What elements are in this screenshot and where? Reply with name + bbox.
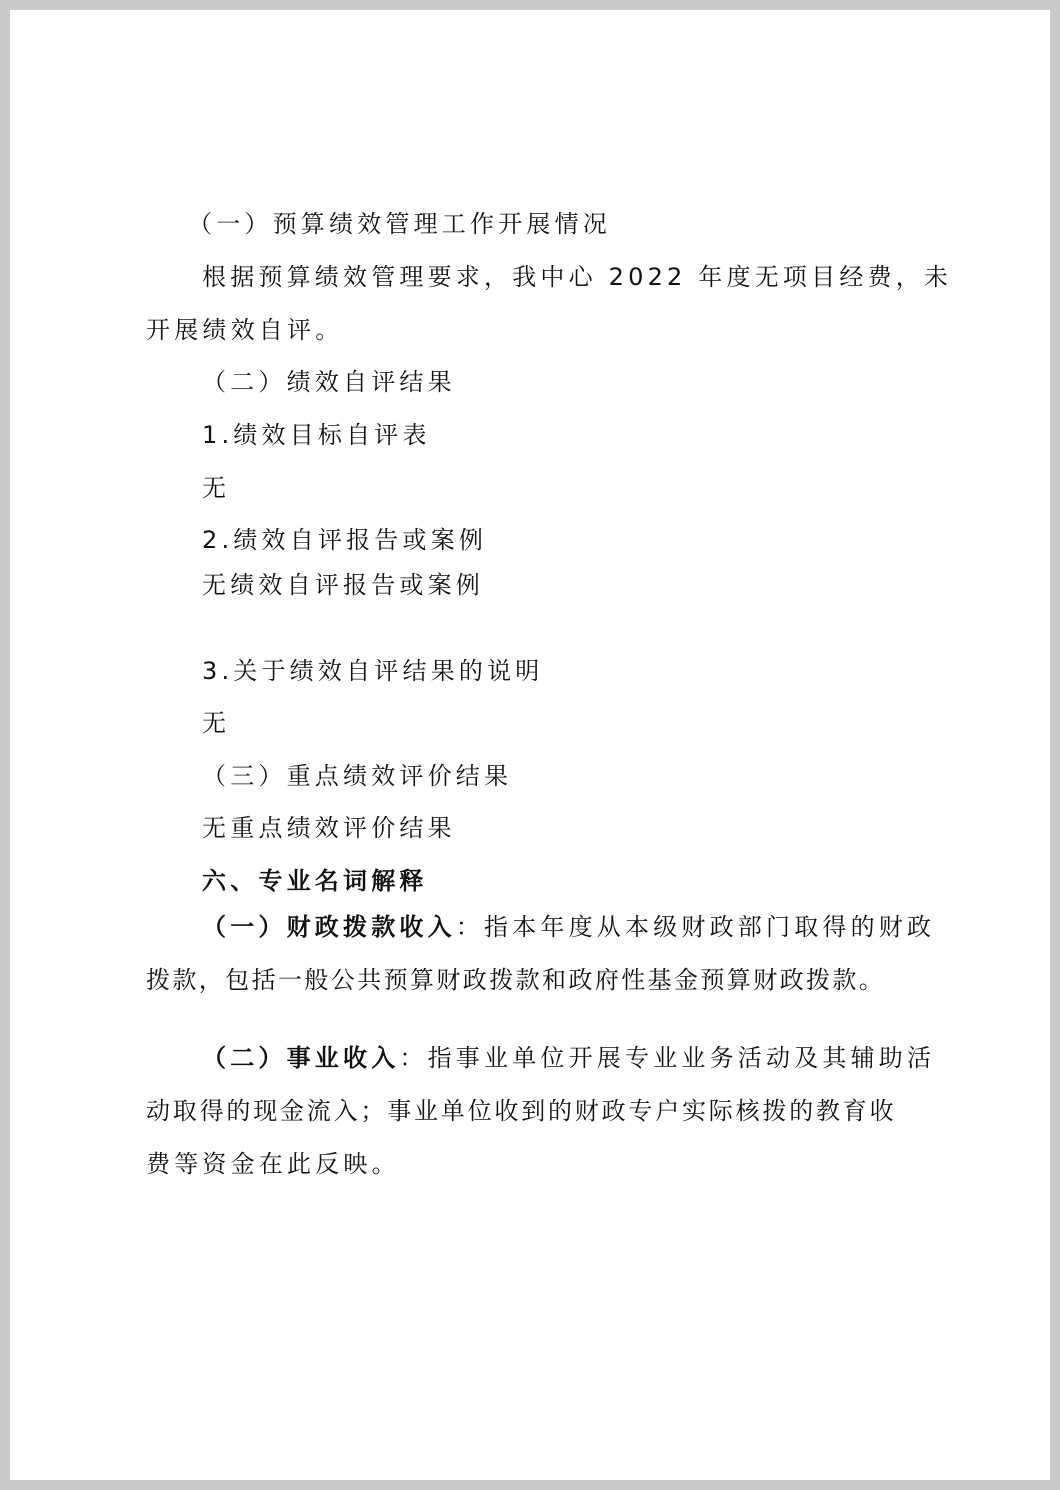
paragraph-line: 费等资金在此反映。 bbox=[146, 1150, 400, 1178]
item-body-2: 无绩效自评报告或案例 bbox=[202, 571, 484, 599]
paragraph-line: 根据预算绩效管理要求，我中心 2022 年度无项目经费，未 bbox=[202, 263, 953, 291]
definition-1-line bbox=[202, 912, 935, 942]
item-body-1: 无 bbox=[202, 474, 231, 502]
subsection-body-3: 无重点绩效评价结果 bbox=[202, 814, 456, 842]
definition-term: （一）财政拨款收入 bbox=[202, 913, 456, 941]
item-heading-2: 2.绩效自评报告或案例 bbox=[202, 526, 488, 554]
definition-text: ：指事业单位开展专业业务活动及其辅助活 bbox=[399, 1044, 936, 1072]
paragraph-line: 开展绩效自评。 bbox=[146, 316, 344, 344]
document-page bbox=[10, 10, 1050, 1480]
paragraph-line: 拨款，包括一般公共预算财政拨款和政府性基金预算财政拨款。 bbox=[146, 966, 886, 994]
section-heading-6: 六、专业名词解释 bbox=[202, 867, 428, 895]
item-heading-1: 1.绩效目标自评表 bbox=[202, 421, 431, 449]
definition-text: ：指本年度从本级财政部门取得的财政 bbox=[455, 913, 936, 941]
paragraph-line: 动取得的现金流入；事业单位收到的财政专户实际核拨的教育收 bbox=[146, 1097, 897, 1125]
definition-term: （二）事业收入 bbox=[202, 1044, 400, 1072]
item-heading-3: 3.关于绩效自评结果的说明 bbox=[202, 657, 544, 685]
subsection-heading-2: （二）绩效自评结果 bbox=[202, 368, 456, 396]
subsection-heading-3: （三）重点绩效评价结果 bbox=[202, 762, 513, 790]
definition-2-line bbox=[202, 1043, 935, 1073]
subsection-heading-1: （一）预算绩效管理工作开展情况 bbox=[188, 210, 611, 238]
item-body-3: 无 bbox=[202, 709, 231, 737]
